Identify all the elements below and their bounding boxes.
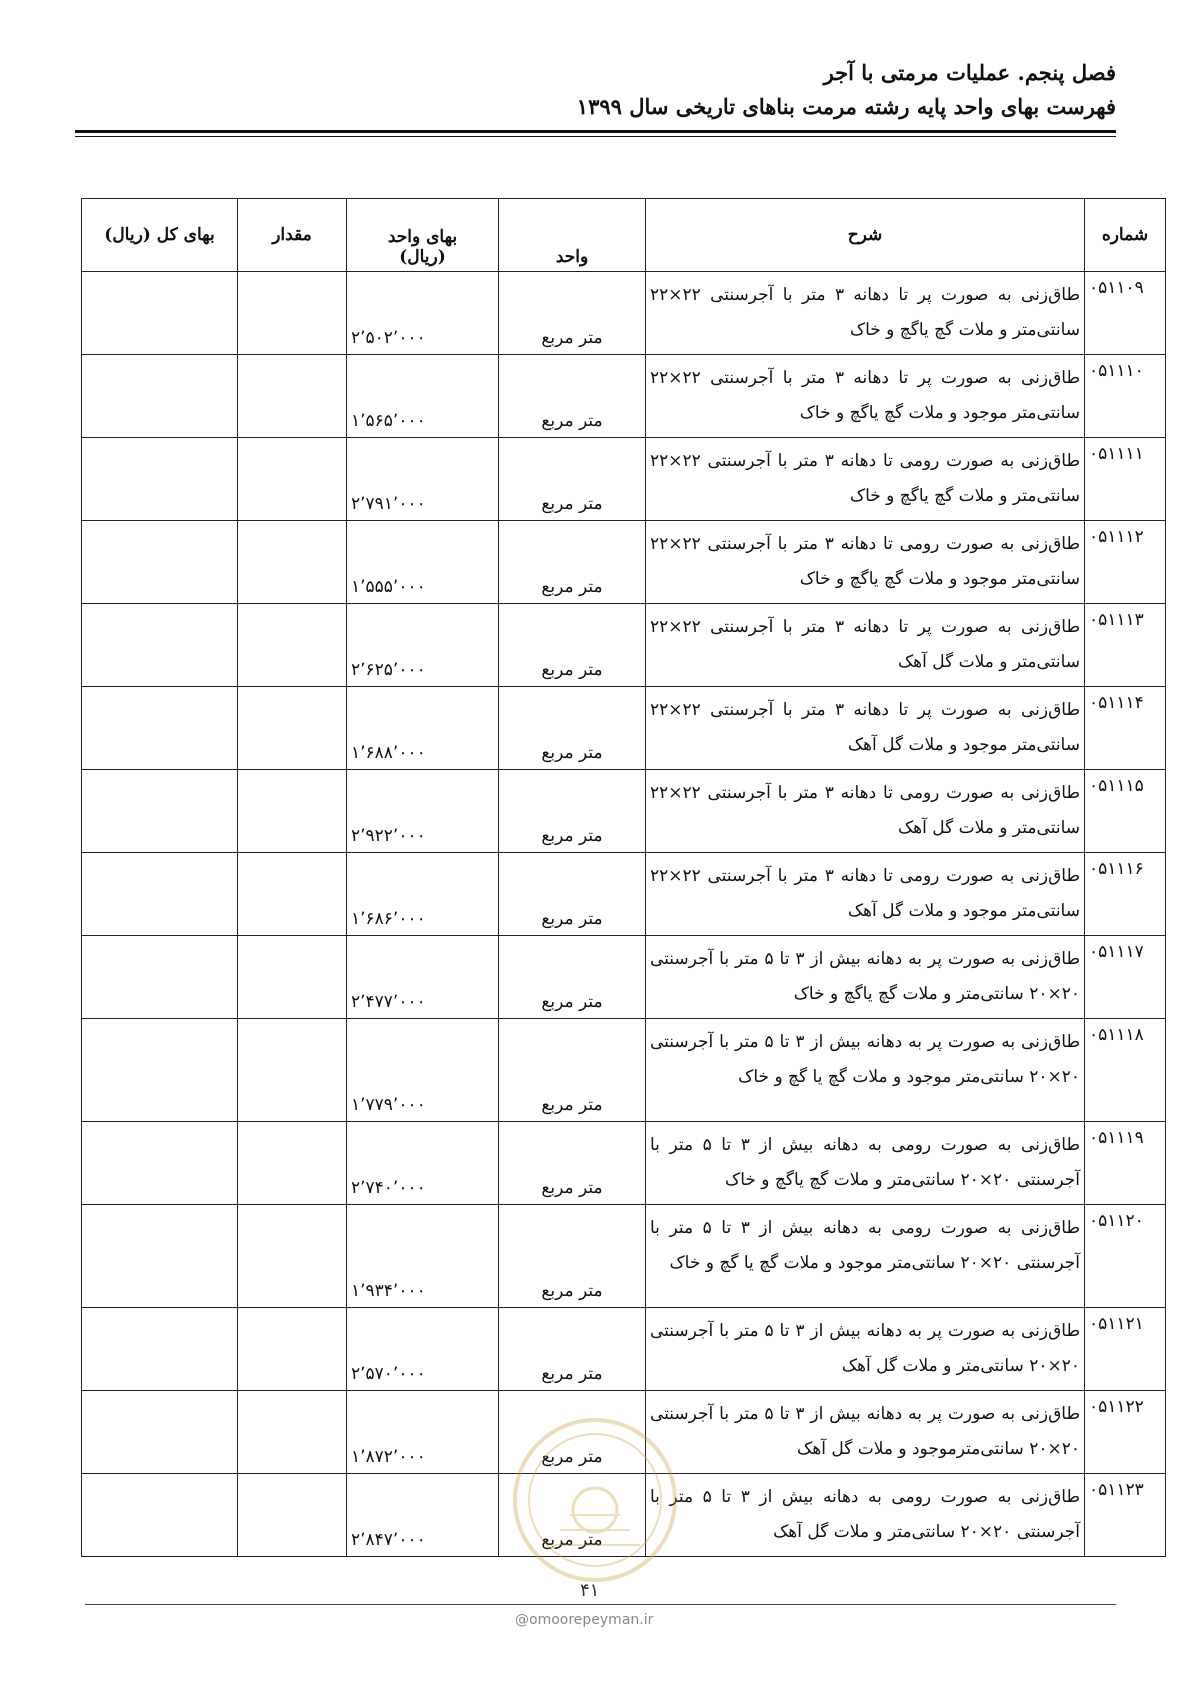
item-code: ۰۵۱۱۱۳ xyxy=(1085,604,1166,687)
item-unit-price: ۲٬۴۷۷٬۰۰۰ xyxy=(347,936,499,1019)
item-unit-price: ۲٬۹۲۲٬۰۰۰ xyxy=(347,770,499,853)
item-quantity xyxy=(238,355,347,438)
item-code: ۰۵۱۱۱۴ xyxy=(1085,687,1166,770)
item-quantity xyxy=(238,438,347,521)
item-unit: متر مربع xyxy=(499,272,646,355)
item-code: ۰۵۱۱۲۳ xyxy=(1085,1474,1166,1557)
item-quantity xyxy=(238,1391,347,1474)
item-code: ۰۵۱۱۱۰ xyxy=(1085,355,1166,438)
list-title: فهرست بهای واحد پایه رشته مرمت بناهای تاریخی سال ۱۳۹۹ xyxy=(576,94,1116,119)
item-description: طاق‌زنی به صورت پر به دهانه بیش از ۳ تا ۵ متر با آجرسنتی ۲۰×۲۰ سانتی‌متر و ملات گل آهک xyxy=(646,1308,1085,1391)
item-total-price xyxy=(82,521,238,604)
item-unit: متر مربع xyxy=(499,521,646,604)
unit-price-header-line1: بهای واحد xyxy=(387,227,458,247)
col-unit-price-header xyxy=(347,199,499,272)
item-description: طاق‌زنی به صورت رومی به دهانه بیش از ۳ تا ۵ متر با آجرسنتی ۲۰×۲۰ سانتی‌متر موجود و ملات گچ یا گچ و خاک xyxy=(646,1205,1085,1308)
item-quantity xyxy=(238,1122,347,1205)
table-row xyxy=(82,853,1166,936)
item-unit-price: ۱٬۵۵۵٬۰۰۰ xyxy=(347,521,499,604)
item-unit: متر مربع xyxy=(499,1391,646,1474)
page-number: ۴۱ xyxy=(580,1580,600,1601)
item-quantity xyxy=(238,272,347,355)
item-code: ۰۵۱۱۲۲ xyxy=(1085,1391,1166,1474)
item-code: ۰۵۱۱۰۹ xyxy=(1085,272,1166,355)
item-description: طاق‌زنی به صورت پر تا دهانه ۳ متر با آجرسنتی ۲۲×۲۲ سانتی‌متر و ملات گل آهک xyxy=(646,604,1085,687)
item-unit-price: ۲٬۵۷۰٬۰۰۰ xyxy=(347,1308,499,1391)
item-unit: متر مربع xyxy=(499,936,646,1019)
table-row xyxy=(82,355,1166,438)
item-unit-price: ۲٬۶۲۵٬۰۰۰ xyxy=(347,604,499,687)
item-quantity xyxy=(238,1308,347,1391)
item-total-price xyxy=(82,687,238,770)
item-code: ۰۵۱۱۱۷ xyxy=(1085,936,1166,1019)
item-quantity xyxy=(238,1019,347,1122)
table-row xyxy=(82,1308,1166,1391)
item-total-price xyxy=(82,604,238,687)
unit-price-header-line2: (ریال) xyxy=(399,247,446,267)
table-row xyxy=(82,604,1166,687)
item-total-price xyxy=(82,438,238,521)
item-unit: متر مربع xyxy=(499,355,646,438)
item-unit: متر مربع xyxy=(499,438,646,521)
price-table xyxy=(81,198,1166,1557)
item-quantity xyxy=(238,853,347,936)
table-row xyxy=(82,687,1166,770)
header-rule-thin xyxy=(75,136,1116,137)
website-watermark: @omoorepeyman.ir xyxy=(515,1612,654,1628)
header-rule-thick xyxy=(75,130,1116,133)
item-code: ۰۵۱۱۱۵ xyxy=(1085,770,1166,853)
item-description: طاق‌زنی به صورت رومی تا دهانه ۳ متر با آجرسنتی ۲۲×۲۲ سانتی‌متر موجود و ملات گل آهک xyxy=(646,853,1085,936)
item-unit: متر مربع xyxy=(499,1474,646,1557)
seal-watermark xyxy=(510,1415,680,1585)
item-code: ۰۵۱۱۱۱ xyxy=(1085,438,1166,521)
item-unit-price: ۱٬۹۳۴٬۰۰۰ xyxy=(347,1205,499,1308)
footer-rule xyxy=(85,1604,1116,1605)
item-description: طاق‌زنی به صورت پر تا دهانه ۳ متر با آجرسنتی ۲۲×۲۲ سانتی‌متر و ملات گچ یاگچ و خاک xyxy=(646,272,1085,355)
item-code: ۰۵۱۱۱۹ xyxy=(1085,1122,1166,1205)
item-total-price xyxy=(82,1019,238,1122)
table-row xyxy=(82,1205,1166,1308)
item-description: طاق‌زنی به صورت رومی به دهانه بیش از ۳ تا ۵ متر با آجرسنتی ۲۰×۲۰ سانتی‌متر و ملات گل آهک xyxy=(646,1474,1085,1557)
col-description-header: شرح xyxy=(646,199,1085,272)
item-unit-price: ۲٬۷۹۱٬۰۰۰ xyxy=(347,438,499,521)
item-quantity xyxy=(238,1474,347,1557)
table-row xyxy=(82,936,1166,1019)
item-description: طاق‌زنی به صورت پر تا دهانه ۳ متر با آجرسنتی ۲۲×۲۲ سانتی‌متر موجود و ملات گل آهک xyxy=(646,687,1085,770)
item-unit: متر مربع xyxy=(499,853,646,936)
table-row xyxy=(82,770,1166,853)
item-unit-price: ۲٬۵۰۲٬۰۰۰ xyxy=(347,272,499,355)
table-row xyxy=(82,438,1166,521)
item-description: طاق‌زنی به صورت پر به دهانه بیش از ۳ تا ۵ متر با آجرسنتی ۲۰×۲۰ سانتی‌متر و ملات گچ یاگچ و خاک xyxy=(646,936,1085,1019)
chapter-title: فصل پنجم. عملیات مرمتی با آجر xyxy=(823,60,1116,85)
item-total-price xyxy=(82,1474,238,1557)
item-unit: متر مربع xyxy=(499,687,646,770)
item-total-price xyxy=(82,355,238,438)
item-code: ۰۵۱۱۱۲ xyxy=(1085,521,1166,604)
table-row xyxy=(82,521,1166,604)
item-description: طاق‌زنی به صورت رومی تا دهانه ۳ متر با آجرسنتی ۲۲×۲۲ سانتی‌متر و ملات گچ یاگچ و خاک xyxy=(646,438,1085,521)
item-unit-price: ۱٬۶۸۶٬۰۰۰ xyxy=(347,853,499,936)
item-total-price xyxy=(82,1122,238,1205)
item-total-price xyxy=(82,1391,238,1474)
item-quantity xyxy=(238,687,347,770)
item-unit-price: ۱٬۵۶۵٬۰۰۰ xyxy=(347,355,499,438)
item-description: طاق‌زنی به صورت پر تا دهانه ۳ متر با آجرسنتی ۲۲×۲۲ سانتی‌متر موجود و ملات گچ یاگچ و خاک xyxy=(646,355,1085,438)
item-total-price xyxy=(82,853,238,936)
item-unit: متر مربع xyxy=(499,1205,646,1308)
item-code: ۰۵۱۱۲۰ xyxy=(1085,1205,1166,1308)
item-unit: متر مربع xyxy=(499,604,646,687)
page-header xyxy=(76,58,1116,122)
item-quantity xyxy=(238,936,347,1019)
col-total-header: بهای کل (ریال) xyxy=(82,199,238,272)
table-row xyxy=(82,272,1166,355)
item-quantity xyxy=(238,604,347,687)
item-total-price xyxy=(82,770,238,853)
item-unit-price: ۲٬۸۴۷٬۰۰۰ xyxy=(347,1474,499,1557)
item-description: طاق‌زنی به صورت رومی به دهانه بیش از ۳ تا ۵ متر با آجرسنتی ۲۰×۲۰ سانتی‌متر و ملات گچ یاگچ و خاک xyxy=(646,1122,1085,1205)
col-unit-header: واحد xyxy=(499,199,646,272)
item-total-price xyxy=(82,272,238,355)
col-code-header: شماره xyxy=(1085,199,1166,272)
item-unit: متر مربع xyxy=(499,1019,646,1122)
item-unit: متر مربع xyxy=(499,1308,646,1391)
table-row xyxy=(82,1122,1166,1205)
item-unit-price: ۲٬۷۴۰٬۰۰۰ xyxy=(347,1122,499,1205)
item-description: طاق‌زنی به صورت رومی تا دهانه ۳ متر با آجرسنتی ۲۲×۲۲ سانتی‌متر موجود و ملات گچ یاگچ و خاک xyxy=(646,521,1085,604)
item-description: طاق‌زنی به صورت رومی تا دهانه ۳ متر با آجرسنتی ۲۲×۲۲ سانتی‌متر و ملات گل آهک xyxy=(646,770,1085,853)
item-unit-price: ۱٬۷۷۹٬۰۰۰ xyxy=(347,1019,499,1122)
item-total-price xyxy=(82,936,238,1019)
item-unit-price: ۱٬۸۷۲٬۰۰۰ xyxy=(347,1391,499,1474)
item-unit: متر مربع xyxy=(499,770,646,853)
item-code: ۰۵۱۱۱۸ xyxy=(1085,1019,1166,1122)
item-code: ۰۵۱۱۲۱ xyxy=(1085,1308,1166,1391)
col-quantity-header: مقدار xyxy=(238,199,347,272)
item-total-price xyxy=(82,1308,238,1391)
table-header-row xyxy=(82,199,1166,272)
item-unit-price: ۱٬۶۸۸٬۰۰۰ xyxy=(347,687,499,770)
item-quantity xyxy=(238,521,347,604)
item-description: طاق‌زنی به صورت پر به دهانه بیش از ۳ تا ۵ متر با آجرسنتی ۲۰×۲۰ سانتی‌مترموجود و ملات گل آهک xyxy=(646,1391,1085,1474)
item-unit: متر مربع xyxy=(499,1122,646,1205)
item-quantity xyxy=(238,770,347,853)
item-quantity xyxy=(238,1205,347,1308)
table-row xyxy=(82,1019,1166,1122)
item-total-price xyxy=(82,1205,238,1308)
item-description: طاق‌زنی به صورت پر به دهانه بیش از ۳ تا ۵ متر با آجرسنتی ۲۰×۲۰ سانتی‌متر موجود و ملات گچ یا گچ و خاک xyxy=(646,1019,1085,1122)
item-code: ۰۵۱۱۱۶ xyxy=(1085,853,1166,936)
